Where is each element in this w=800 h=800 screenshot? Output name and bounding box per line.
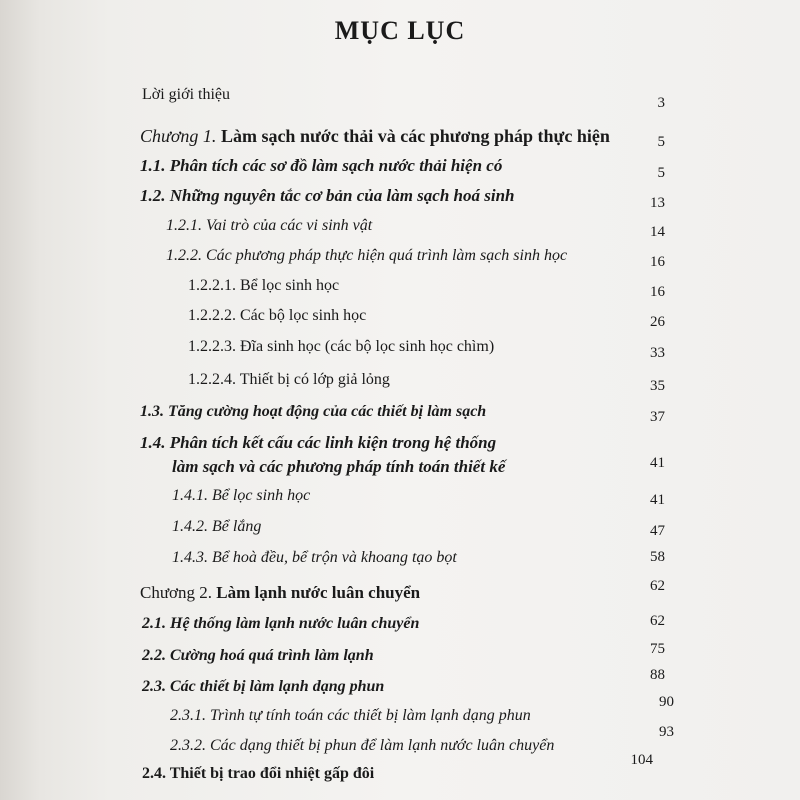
toc-entry-page: 47 xyxy=(650,523,665,539)
toc-entry-chapter-2 xyxy=(0,578,800,606)
toc-entry-label: 2.3.2. Các dạng thiết bị phun để làm lạnh nước luân chuyển xyxy=(170,737,555,754)
toc-entry-page: 35 xyxy=(650,378,665,394)
chapter-prefix: Chương 1. xyxy=(140,126,217,146)
toc-entry-label: Lời giới thiệu xyxy=(142,86,231,103)
toc-entry-1-2-2-2 xyxy=(0,305,800,329)
chapter-prefix: Chương 2. xyxy=(140,583,213,602)
toc-entry-page: 33 xyxy=(650,345,665,361)
toc-entry-page: 16 xyxy=(650,254,665,270)
toc-entry-page: 5 xyxy=(657,134,665,150)
toc-entry-1-1 xyxy=(0,155,800,179)
toc-entry-label: 1.3. Tăng cường hoạt động của các thiết bị làm sạch xyxy=(140,403,487,420)
toc-entry-page: 62 xyxy=(650,578,665,594)
toc-entry-label: Làm lạnh nước luân chuyển xyxy=(216,583,421,602)
toc-entry-page: 26 xyxy=(650,314,665,330)
toc-entry-page: 14 xyxy=(650,224,665,240)
toc-entry-label: 2.1. Hệ thống làm lạnh nước luân chuyển xyxy=(142,615,420,632)
toc-entry-label: 2.3.1. Trình tự tính toán các thiết bị làm lạnh dạng phun xyxy=(170,707,531,724)
toc-entry-label-continuation: làm sạch và các phương pháp tính toán thiết kế xyxy=(172,457,506,476)
toc-entry-label: 1.1. Phân tích các sơ đồ làm sạch nước thải hiện có xyxy=(140,156,503,175)
toc-entry-1-4-3 xyxy=(0,547,800,571)
toc-entry-page: 58 xyxy=(650,549,665,565)
toc-entry-page: 104 xyxy=(630,752,653,768)
toc-entry-page: 88 xyxy=(650,667,665,683)
toc-entry-label: 1.4. Phân tích kết cấu các linh kiện trong hệ thống xyxy=(140,433,497,452)
toc-entry-label: 1.4.3. Bể hoà đều, bể trộn và khoang tạo bọt xyxy=(172,549,457,566)
toc-entry-label: 1.2.2.1. Bể lọc sinh học xyxy=(188,277,340,294)
toc-entry-1-2-2-1 xyxy=(0,275,800,299)
toc-entry-page: 37 xyxy=(650,409,665,425)
toc-entry-label: 1.2.2.4. Thiết bị có lớp giả lỏng xyxy=(188,371,390,388)
toc-entry-2-3-1 xyxy=(0,694,800,729)
toc-entry-label: 1.4.2. Bể lắng xyxy=(172,518,262,535)
toc-entry-1-4-2 xyxy=(0,516,800,540)
toc-entry-2-2 xyxy=(0,641,800,669)
toc-entry-page: 90 xyxy=(659,694,674,710)
toc-entry-page: 5 xyxy=(657,165,665,181)
toc-entry-introduction xyxy=(0,84,800,111)
toc-entry-page: 41 xyxy=(650,492,665,508)
toc-entry-2-1 xyxy=(0,613,800,637)
toc-entry-label: 1.2. Những nguyên tắc cơ bản của làm sạch hoá sinh xyxy=(140,186,515,205)
page-title: MỤC LỤC xyxy=(334,16,466,45)
toc-entry-page: 75 xyxy=(650,641,665,657)
toc-entry-label: 2.3. Các thiết bị làm lạnh dạng phun xyxy=(142,678,385,695)
toc-entry-1-2 xyxy=(0,185,800,209)
toc-entry-1-2-2-3 xyxy=(0,336,800,360)
toc-entry-label: 2.4. Thiết bị trao đổi nhiệt gấp đôi xyxy=(142,765,375,782)
toc-entry-page: 13 xyxy=(650,195,665,211)
toc-entry-page: 16 xyxy=(650,284,665,300)
toc-entry-label: 1.2.1. Vai trò của các vi sinh vật xyxy=(166,217,373,234)
toc-entry-page: 41 xyxy=(650,455,665,471)
toc-entry-1-4-1 xyxy=(0,485,800,509)
toc-entry-page: 62 xyxy=(650,613,665,629)
toc-entry-label: 1.4.1. Bể lọc sinh học xyxy=(172,487,311,504)
toc-entry-label: 1.2.2. Các phương pháp thực hiện quá trình làm sạch sinh học xyxy=(166,247,568,264)
toc-entry-label: 1.2.2.2. Các bộ lọc sinh học xyxy=(188,307,367,324)
toc-entry-page: 93 xyxy=(659,724,674,740)
toc-entry-label: Làm sạch nước thải và các phương pháp thực hiện xyxy=(220,126,610,146)
toc-entry-1-4 xyxy=(0,432,800,480)
toc-entry-1-2-2 xyxy=(0,245,800,269)
toc-entry-chapter-1 xyxy=(0,125,800,149)
toc-entry-label: 1.2.2.3. Đĩa sinh học (các bộ lọc sinh học chìm) xyxy=(188,338,495,355)
toc-entry-2-3 xyxy=(0,667,800,700)
toc-entry-2-4 xyxy=(0,752,800,787)
toc-entry-label: 2.2. Cường hoá quá trình làm lạnh xyxy=(142,647,374,664)
toc-entry-1-2-1 xyxy=(0,215,800,239)
toc-entry-2-3-2 xyxy=(0,724,800,759)
toc-entry-1-3 xyxy=(0,401,800,425)
toc-entry-1-2-2-4 xyxy=(0,369,800,393)
toc-entry-page: 3 xyxy=(657,95,665,111)
